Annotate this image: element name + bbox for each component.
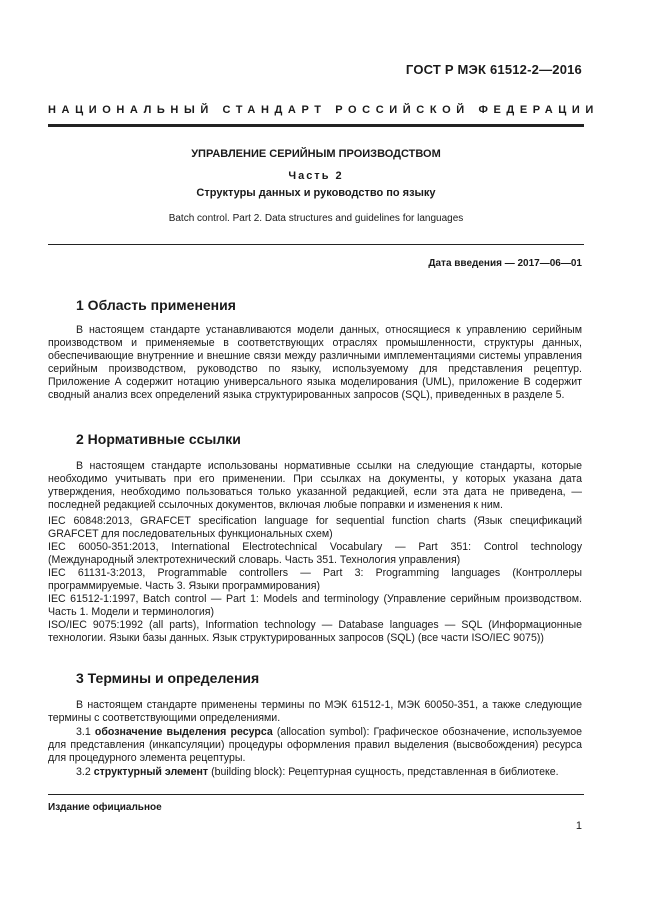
section-1-text: В настоящем стандарте устанавливаются модели данных, относящиеся к управлению серийным производством и применяемые в соответствующих отраслях промышленности, структуры данных, обеспечивающие внутренние и внешние связи между различными имплементациями системы управления серийным производством, руководство по языку, используемому для представления рецептур. Приложение А содержит нотацию универсального языка моделирования (UML), приложение В содержит сводный анализ всех определений языка структурированных запросов (SQL), приведенных в разделе 5. [48, 324, 582, 401]
reference-item: IEC 60848:2013, GRAFCET specification language for sequential function charts (Язык спецификаций GRAFCET для последовательных функциональных схем) [48, 515, 582, 540]
section-2-heading: 2 Нормативные ссылки [76, 431, 241, 447]
reference-item: IEC 60050-351:2013, International Electrotechnical Vocabulary — Part 351: Control technology (Международный электротехнический словарь. Часть 351. Технология управления) [48, 541, 582, 566]
title-divider [48, 244, 584, 245]
term-name: структурный элемент [93, 766, 209, 778]
document-part: Часть 2 [288, 170, 344, 182]
term-definition: 3.2 структурный элемент (building block): Рецептурная сущность, представленная в библиотеке. [76, 766, 559, 778]
section-3-intro: В настоящем стандарте применены термины по МЭК 61512-1, МЭК 60050-351, а также следующие термины с соответствующими определениями. [48, 699, 582, 724]
term-definition: 3.1 обозначение выделения ресурса (allocation symbol): Графическое обозначение, используемое для представления (инкапсуляции) процедуры оформления правил выделения (высвобождения) ресурса для процедурного элемента рецептуры. [48, 726, 582, 764]
section-1-heading: 1 Область применения [76, 297, 236, 313]
document-subtitle: Структуры данных и руководство по языку [196, 187, 436, 199]
reference-item: ISO/IEC 9075:1992 (all parts), Information technology — Database languages — SQL (Информационные технологии. Языки базы данных. Язык структурированных запросов (SQL) (все части ISO/IEC 9075)) [48, 619, 582, 644]
section-3-heading: 3 Термины и определения [76, 670, 260, 686]
header-divider [48, 124, 584, 127]
reference-item: IEC 61131-3:2013, Programmable controllers — Part 3: Programming languages (Контроллеры программируемые. Часть 3. Языки программирования) [48, 567, 582, 592]
official-edition-note: Издание официальное [48, 802, 162, 813]
section-2-intro: В настоящем стандарте использованы нормативные ссылки на следующие стандарты, которые необходимо учитывать при его применении. При ссылках на документы, у которых указана дата утверждения, необходимо пользоваться только указанной редакцией, если эта дата не приведена, — последней редакцией ссылочных документов, включая любые поправки и изменения к ним. [48, 460, 582, 511]
reference-item: IEC 61512-1:1997, Batch control — Part 1: Models and terminology (Управление серийным производством. Часть 1. Модели и терминология) [48, 593, 582, 618]
term-name: обозначение выделения ресурса [94, 726, 273, 738]
page-number: 1 [575, 820, 582, 832]
document-number: ГОСТ Р МЭК 61512-2—2016 [405, 62, 582, 77]
footer-divider [48, 794, 584, 795]
national-standard-banner: НАЦИОНАЛЬНЫЙ СТАНДАРТ РОССИЙСКОЙ ФЕДЕРАЦИИ [48, 104, 599, 116]
english-title: Batch control. Part 2. Data structures and guidelines for languages [168, 213, 464, 224]
introduction-date: Дата введения — 2017—06—01 [428, 258, 582, 269]
document-title: УПРАВЛЕНИЕ СЕРИЙНЫМ ПРОИЗВОДСТВОМ [191, 148, 441, 160]
